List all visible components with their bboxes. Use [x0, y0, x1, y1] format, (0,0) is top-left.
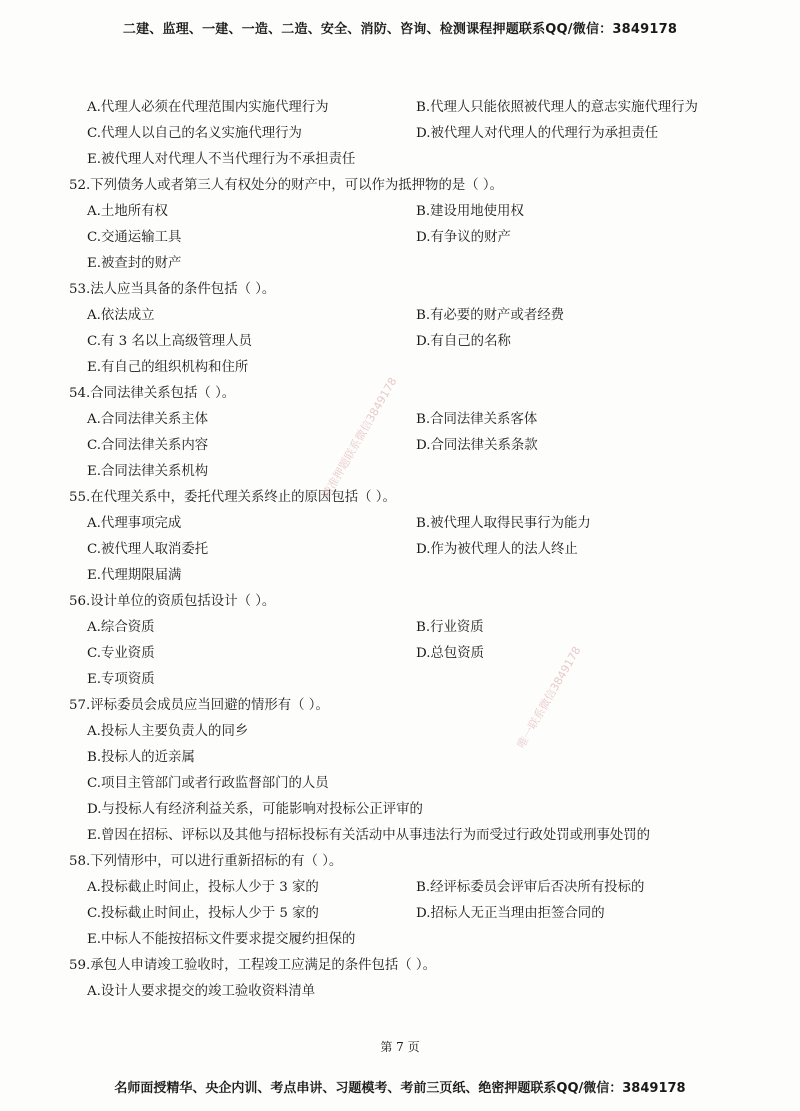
answer-option: D.总包资质: [416, 646, 485, 661]
answer-option: A.投标截止时间止，投标人少于 3 家的: [87, 880, 319, 895]
answer-option: B.行业资质: [416, 620, 484, 635]
answer-option: D.被代理人对代理人的代理行为承担责任: [416, 126, 659, 141]
answer-option: E.被查封的财产: [87, 256, 182, 271]
page-number: 第 7 页: [380, 1040, 420, 1054]
answer-option: D.与投标人有经济利益关系，可能影响对投标公正评审的: [87, 802, 423, 817]
question-stem: 54.合同法律关系包括（ ）。: [69, 386, 236, 401]
answer-option: B.有必要的财产或者经费: [416, 308, 565, 323]
answer-option: A.综合资质: [87, 620, 155, 635]
answer-option: A.依法成立: [87, 308, 155, 323]
answer-option: A.代理人必须在代理范围内实施代理行为: [87, 100, 329, 115]
question-stem: 55.在代理关系中，委托代理关系终止的原因包括（ ）。: [69, 490, 396, 505]
answer-option: C.交通运输工具: [87, 230, 182, 245]
question-stem: 57.评标委员会成员应当回避的情形有（ ）。: [69, 698, 329, 713]
answer-option: C.有 3 名以上高级管理人员: [87, 334, 252, 349]
answer-option: C.合同法律关系内容: [87, 438, 209, 453]
answer-option: E.代理期限届满: [87, 568, 182, 583]
answer-option: A.投标人主要负责人的同乡: [87, 724, 249, 739]
answer-option: C.项目主管部门或者行政监督部门的人员: [87, 776, 329, 791]
question-stem: 53.法人应当具备的条件包括（ ）。: [69, 282, 276, 297]
watermark: 唯一联系微信3849178: [514, 644, 584, 751]
answer-option: E.有自己的组织机构和住所: [87, 360, 249, 375]
watermark: 精准押题联系微信3849178: [319, 375, 400, 501]
answer-option: A.代理事项完成: [87, 516, 182, 531]
answer-option: A.合同法律关系主体: [87, 412, 209, 427]
page-header: 二建、监理、一建、一造、二造、安全、消防、咨询、检测课程押题联系QQ/微信：3849178: [122, 22, 678, 37]
answer-option: E.合同法律关系机构: [87, 464, 209, 479]
answer-option: E.被代理人对代理人不当代理行为不承担责任: [87, 152, 356, 167]
answer-option: D.作为被代理人的法人终止: [416, 542, 578, 557]
answer-option: E.曾因在招标、评标以及其他与招标投标有关活动中从事违法行为而受过行政处罚或刑事处罚的: [87, 828, 651, 843]
answer-option: C.专业资质: [87, 646, 155, 661]
question-stem: 58.下列情形中，可以进行重新招标的有（ ）。: [69, 854, 343, 869]
answer-option: D.招标人无正当理由拒签合同的: [416, 906, 605, 921]
answer-option: E.中标人不能按招标文件要求提交履约担保的: [87, 932, 356, 947]
answer-option: B.被代理人取得民事行为能力: [416, 516, 591, 531]
answer-option: C.被代理人取消委托: [87, 542, 209, 557]
answer-option: B.投标人的近亲属: [87, 750, 195, 765]
question-stem: 52.下列债务人或者第三人有权处分的财产中，可以作为抵押物的是（ ）。: [69, 178, 503, 193]
answer-option: B.经评标委员会评审后否决所有投标的: [416, 880, 645, 895]
question-stem: 56.设计单位的资质包括设计（ ）。: [69, 594, 276, 609]
answer-option: B.合同法律关系客体: [416, 412, 538, 427]
answer-option: B.代理人只能依照被代理人的意志实施代理行为: [416, 100, 698, 115]
answer-option: A.设计人要求提交的竣工验收资料清单: [87, 984, 316, 999]
answer-option: B.建设用地使用权: [416, 204, 524, 219]
answer-option: D.有自己的名称: [416, 334, 511, 349]
page-footer: 名师面授精华、央企内训、考点串讲、习题模考、考前三页纸、绝密押题联系QQ/微信：3849178: [114, 1081, 686, 1096]
answer-option: D.合同法律关系条款: [416, 438, 538, 453]
answer-option: C.代理人以自己的名义实施代理行为: [87, 126, 302, 141]
answer-option: E.专项资质: [87, 672, 155, 687]
question-stem: 59.承包人申请竣工验收时，工程竣工应满足的条件包括（ ）。: [69, 958, 437, 973]
answer-option: C.投标截止时间止，投标人少于 5 家的: [87, 906, 319, 921]
answer-option: A.土地所有权: [87, 204, 168, 219]
answer-option: D.有争议的财产: [416, 230, 511, 245]
